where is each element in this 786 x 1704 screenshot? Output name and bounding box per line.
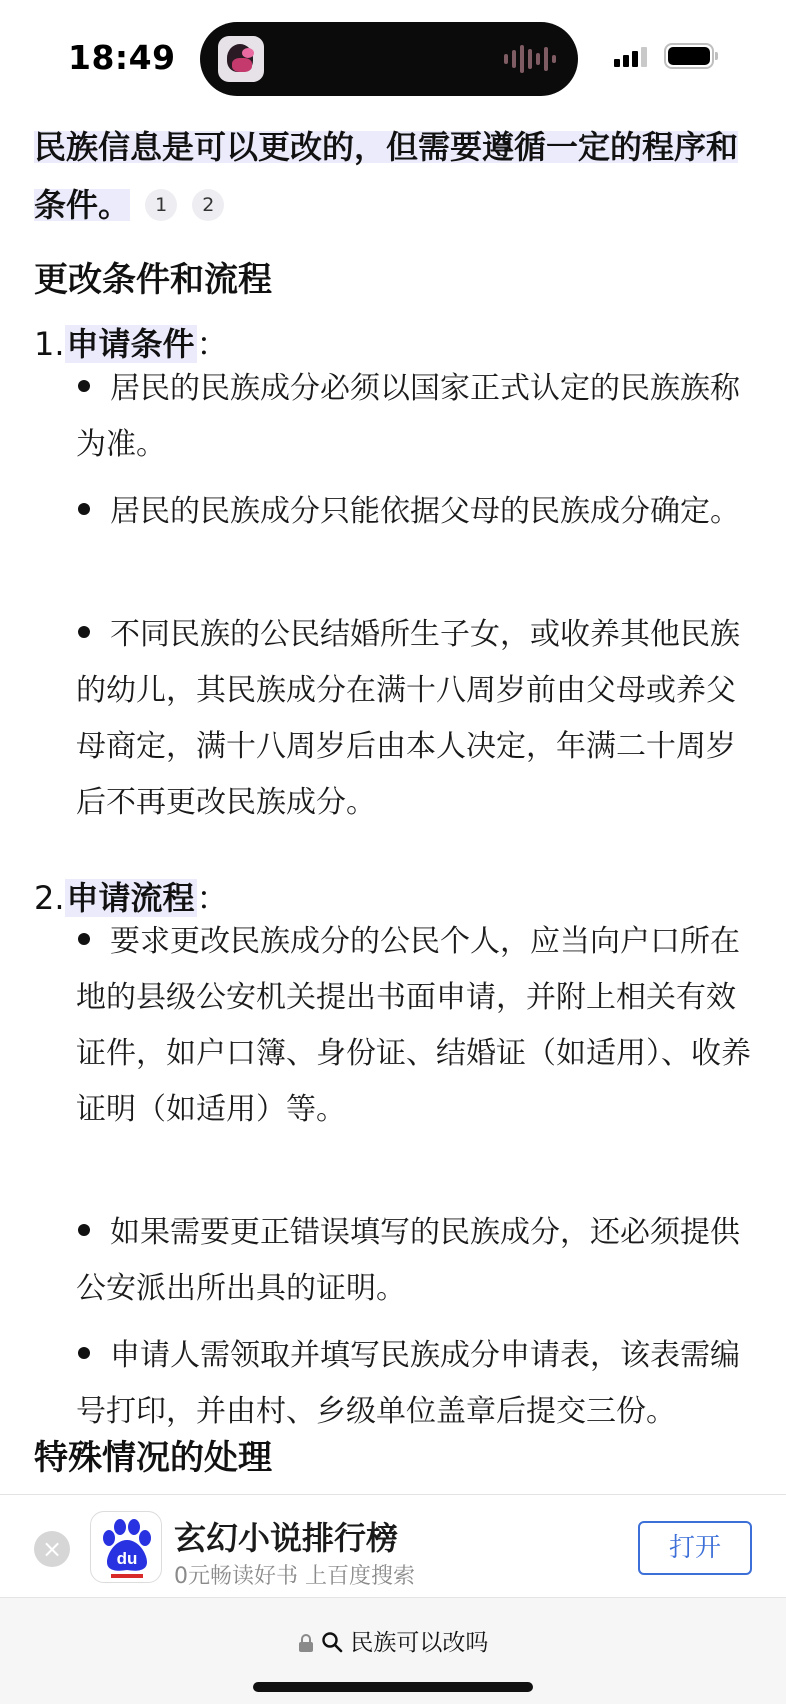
bullet-text: 如果需要更正错误填写的民族成分，还必须提供公安派出所出具的证明。	[76, 1215, 740, 1306]
logo-text: du	[116, 1549, 138, 1568]
bullet-text: 申请人需领取并填写民族成分申请表，该表需编号打印，并由村、乡级单位盖章后提交三份。	[76, 1338, 740, 1429]
search-query: 民族可以改吗	[350, 1630, 489, 1656]
item-term: 申请流程	[66, 879, 195, 917]
bullet-dot-icon	[78, 380, 90, 392]
citation-badge-2[interactable]: 2	[192, 189, 224, 221]
app-promo-banner	[0, 1494, 786, 1598]
address-field[interactable]	[0, 1624, 786, 1659]
bullet-dot-icon	[78, 626, 90, 638]
dynamic-island[interactable]	[200, 22, 578, 96]
baidu-paw-logo-icon[interactable]	[90, 1511, 162, 1583]
bullet-item	[76, 607, 756, 831]
home-indicator[interactable]	[253, 1682, 533, 1692]
bullet-dot-icon	[78, 1347, 90, 1359]
status-bar	[0, 0, 786, 118]
bullet-item	[76, 1328, 756, 1440]
bullet-item	[76, 914, 756, 1138]
next-section-heading: 特殊情况的处理	[34, 1438, 272, 1478]
battery-icon	[664, 43, 714, 69]
bullet-item	[76, 1205, 756, 1317]
bullet-dot-icon	[78, 933, 90, 945]
lock-icon	[298, 1633, 314, 1659]
promo-title: 玄幻小说排行榜	[174, 1519, 399, 1557]
bullet-text: 要求更改民族成分的公民个人，应当向户口所在地的县级公安机关提出书面申请，并附上相关有效证件，如户口簿、身份证、结婚证（如适用）、收养证明（如适用）等。	[76, 924, 751, 1127]
lead-paragraph	[34, 118, 754, 234]
close-icon[interactable]: ×	[34, 1531, 70, 1567]
answer-content	[0, 118, 786, 1494]
bullet-text: 居民的民族成分必须以国家正式认定的民族族称为准。	[76, 371, 740, 462]
item-number: 2.	[34, 879, 65, 917]
cellular-signal-icon	[614, 47, 647, 67]
section-heading: 更改条件和流程	[34, 260, 272, 300]
bullet-text: 居民的民族成分只能依据父母的民族成分确定。	[110, 494, 740, 529]
citation-badge-1[interactable]: 1	[145, 189, 177, 221]
bullet-text: 不同民族的公民结婚所生子女，或收养其他民族的幼儿，其民族成分在满十八周岁前由父母或养父母商定，满十八周岁后由本人决定，年满二十周岁后不再更改民族成分。	[76, 617, 740, 820]
bullet-item	[76, 361, 756, 473]
bullet-item	[76, 484, 756, 540]
bullet-dot-icon	[78, 1224, 90, 1236]
ordered-item-1	[34, 324, 229, 364]
now-playing-album-art[interactable]	[218, 36, 264, 82]
audio-waveform-icon	[504, 44, 556, 74]
status-time: 18:49	[68, 38, 176, 77]
search-icon	[321, 1631, 343, 1659]
item-number: 1.	[34, 325, 65, 363]
lead-text: 民族信息是可以更改的，但需要遵循一定的程序和条件。	[34, 128, 739, 224]
open-app-button[interactable]: 打开	[638, 1521, 752, 1575]
bullet-dot-icon	[78, 503, 90, 515]
promo-subtitle: 0元畅读好书 上百度搜索	[174, 1564, 415, 1589]
item-colon: ：	[196, 879, 229, 917]
browser-address-bar	[0, 1598, 786, 1704]
ordered-item-2	[34, 878, 229, 918]
item-term: 申请条件	[66, 325, 195, 363]
item-colon: ：	[196, 325, 229, 363]
